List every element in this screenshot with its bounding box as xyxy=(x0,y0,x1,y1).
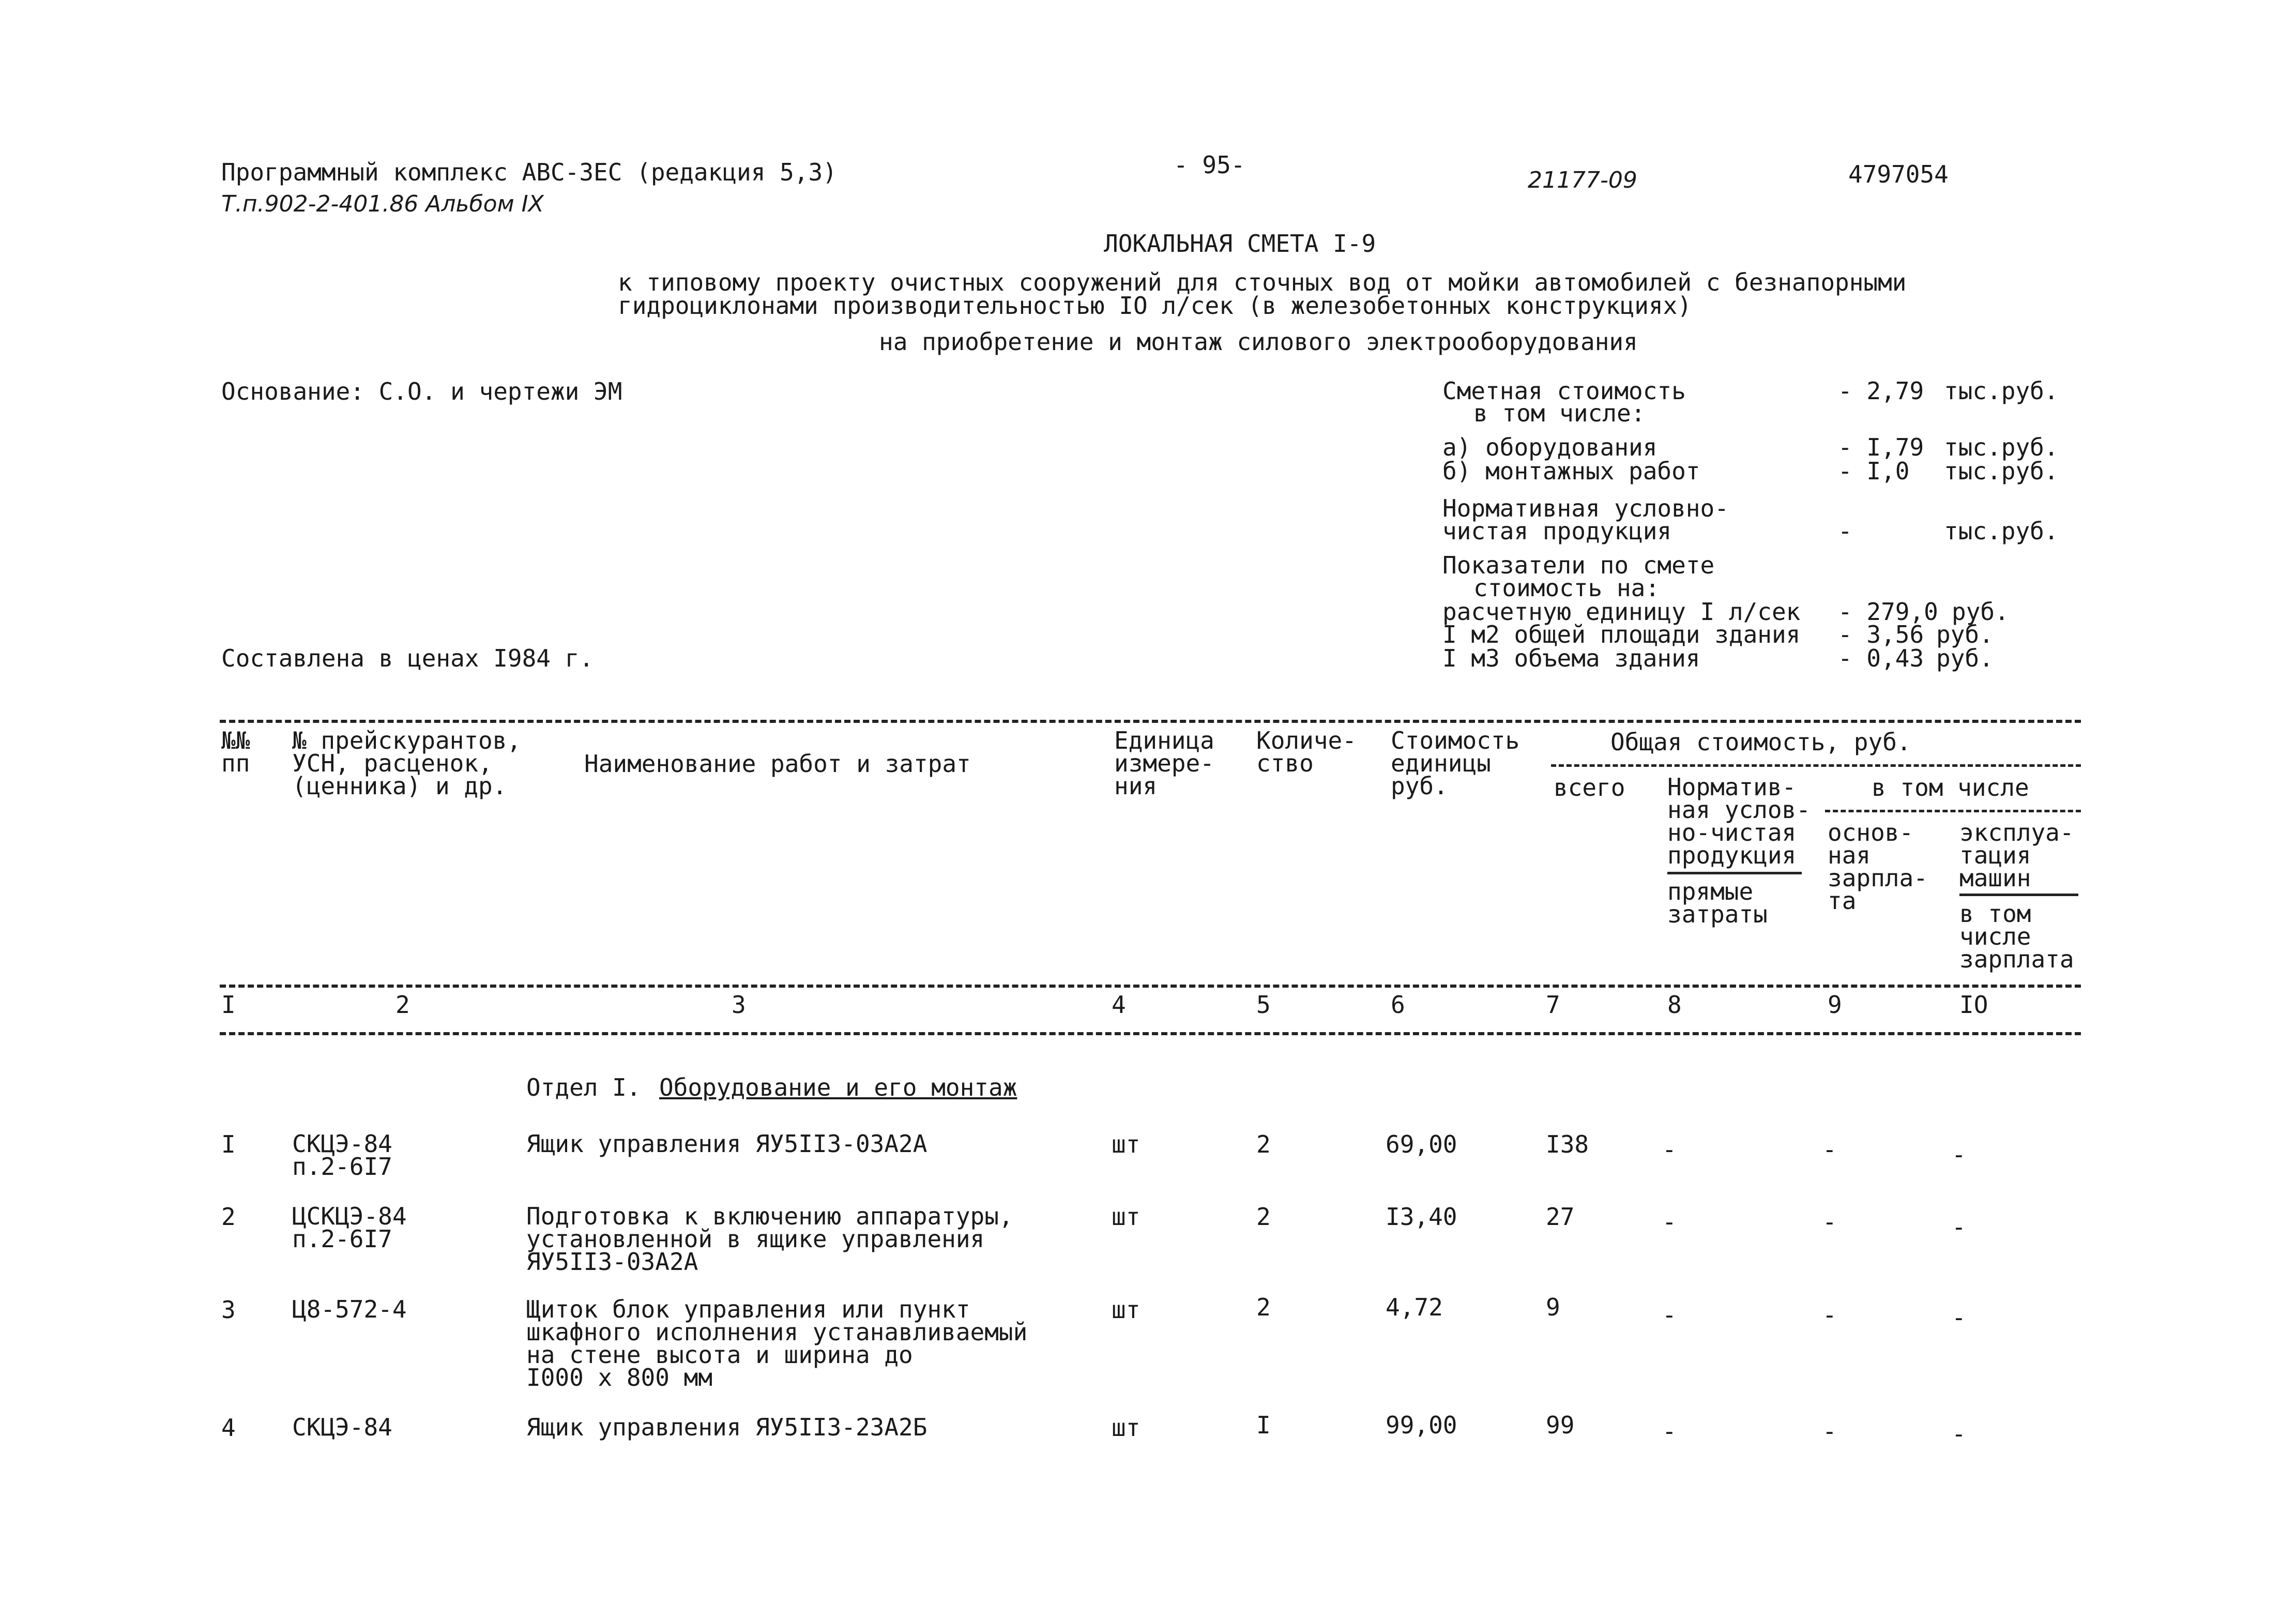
row-qty: 2 xyxy=(1256,1130,1271,1158)
document-number: 4797054 xyxy=(1848,160,1949,188)
equipment-label: а) оборудования xyxy=(1442,433,1658,461)
row-qty: 2 xyxy=(1256,1203,1271,1231)
row-unit: шт xyxy=(1112,1130,1141,1158)
title-line-2: гидроциклонами производительностью IO л/сек (в железобетонных конструкциях) xyxy=(618,292,1692,320)
section-name: Оборудование и его монтаж xyxy=(659,1073,1017,1101)
header-col-9: основ- ная зарпла- та xyxy=(1828,819,1928,915)
net-product-label-1: Нормативная условно- xyxy=(1442,494,1729,522)
row-name: Подготовка к включению аппаратуры, установленной в ящике управления ЯУ5II3-03А2А xyxy=(526,1202,1013,1276)
estimate-cost-unit: тыс.руб. xyxy=(1944,377,2059,405)
header-col-8-bottom: прямые затраты xyxy=(1667,877,1768,928)
col-number: 8 xyxy=(1667,991,1682,1019)
row-number: I xyxy=(221,1130,236,1158)
page-number: - 95- xyxy=(1174,151,1245,179)
header-col-7: всего xyxy=(1554,774,1625,801)
row-number: 3 xyxy=(221,1296,236,1324)
program-name: Программный комплекс АВС-ЗЕС (редакция 5,3) xyxy=(221,158,837,186)
prices-year: Составлена в ценах I984 г. xyxy=(221,644,594,672)
row-c8: - xyxy=(1662,1136,1677,1163)
col-number: I xyxy=(221,991,236,1019)
net-product-unit: тыс.руб. xyxy=(1944,517,2059,545)
title-line-1: к типовому проекту очистных сооружений для сточных вод от мойки автомобилей с безнапорными xyxy=(618,268,1907,296)
section-prefix: Отдел I. xyxy=(526,1073,641,1101)
row-code: СКЦЭ-84 п.2-6I7 xyxy=(292,1130,392,1181)
title-line-3: на приобретение и монтаж силового электрооборудования xyxy=(879,328,1638,356)
header-bottom-rule xyxy=(220,985,2081,988)
handwritten-reference: Т.п.902-2-401.86 Альбом IX xyxy=(221,191,544,217)
col-number: 7 xyxy=(1546,991,1560,1019)
row-c9: - xyxy=(1822,1301,1837,1329)
col-number: 6 xyxy=(1391,991,1405,1019)
area-label: I м2 общей площади здания xyxy=(1442,621,1801,648)
numbers-bottom-rule xyxy=(220,1032,2081,1035)
row-total: 9 xyxy=(1546,1293,1560,1321)
row-unit: шт xyxy=(1112,1414,1141,1442)
row-code: ЦСКЦЭ-84 п.2-6I7 xyxy=(292,1202,407,1253)
net-product-label-2: чистая продукция xyxy=(1442,517,1672,545)
estimate-title: ЛОКАЛЬНАЯ СМЕТА I-9 xyxy=(1104,230,1376,258)
header-col-3: Наименование работ и затрат xyxy=(584,750,971,778)
col-8-underline xyxy=(1667,872,1802,874)
header-col-10-top: эксплуа- тация машин xyxy=(1959,819,2074,892)
row-name: Ящик управления ЯУ5II3-03А2А xyxy=(526,1130,927,1158)
header-col-6: Стоимость единицы руб. xyxy=(1391,727,1520,800)
header-incl-group: в том числе xyxy=(1872,774,2029,801)
including-label: в том числе: xyxy=(1473,399,1646,427)
row-number: 2 xyxy=(221,1203,236,1231)
header-col-8-top: Норматив- ная услов- но-чистая продукция xyxy=(1667,773,1811,869)
row-price: 4,72 xyxy=(1386,1293,1443,1321)
area-unit: руб. xyxy=(1936,621,1994,648)
header-col-5: Количе- ство xyxy=(1256,727,1357,777)
install-label: б) монтажных работ xyxy=(1442,457,1700,485)
indicators-label: Показатели по смете xyxy=(1442,551,1715,579)
col-number: 9 xyxy=(1828,991,1842,1019)
row-qty: 2 xyxy=(1256,1293,1271,1321)
header-col-2: № прейскурантов, УСН, расценок, (ценника) и др. xyxy=(292,727,522,800)
col-10-underline xyxy=(1959,894,2078,896)
cost-on-label: стоимость на: xyxy=(1473,574,1660,602)
row-code: Ц8-572-4 xyxy=(292,1295,407,1323)
row-qty: I xyxy=(1256,1411,1271,1439)
row-unit: шт xyxy=(1112,1203,1141,1231)
row-name: Щиток блок управления или пункт шкафного исполнения устанавливаемый на стене высота и ширина до I000 x 800 мм xyxy=(526,1295,1028,1391)
row-total: I38 xyxy=(1546,1130,1589,1158)
volume-value: - 0,43 xyxy=(1838,644,1924,672)
equipment-value: - I,79 xyxy=(1838,433,1924,461)
total-group-rule xyxy=(1551,764,2081,767)
row-c10: - xyxy=(1952,1213,1966,1241)
header-col-10-bottom: в том числе зарплата xyxy=(1959,900,2074,973)
estimate-cost-value: - 2,79 xyxy=(1838,377,1924,405)
row-code: СКЦЭ-84 xyxy=(292,1413,392,1441)
row-unit: шт xyxy=(1112,1296,1141,1324)
install-value: - I,0 xyxy=(1838,457,1910,485)
area-value: - 3,56 xyxy=(1838,621,1924,648)
header-col-4: Единица измере- ния xyxy=(1114,727,1214,800)
install-unit: тыс.руб. xyxy=(1944,457,2059,485)
row-number: 4 xyxy=(221,1414,236,1442)
col-number: 3 xyxy=(732,991,746,1019)
row-c9: - xyxy=(1822,1208,1837,1236)
basis: Основание: С.О. и чертежи ЭМ xyxy=(221,377,622,405)
row-c9: - xyxy=(1822,1136,1837,1163)
row-c10: - xyxy=(1952,1141,1966,1169)
document-code: 21177-09 xyxy=(1528,167,1637,193)
calc-unit-unit: руб. xyxy=(1952,598,2009,626)
row-c10: - xyxy=(1952,1420,1966,1448)
row-c10: - xyxy=(1952,1304,1966,1331)
incl-group-rule xyxy=(1825,810,2081,812)
net-product-value: - xyxy=(1838,517,1852,545)
col-number: 2 xyxy=(396,991,410,1019)
row-total: 99 xyxy=(1546,1411,1575,1439)
col-number: 4 xyxy=(1112,991,1126,1019)
table-top-rule xyxy=(220,720,2081,723)
calc-unit-label: расчетную единицу I л/сек xyxy=(1442,598,1801,626)
row-c8: - xyxy=(1662,1301,1677,1329)
row-price: 69,00 xyxy=(1386,1130,1457,1158)
row-c8: - xyxy=(1662,1208,1677,1236)
header-total-group: Общая стоимость, руб. xyxy=(1610,728,1911,756)
volume-unit: руб. xyxy=(1936,644,1994,672)
estimate-cost-label: Сметная стоимость xyxy=(1442,377,1686,405)
volume-label: I м3 объема здания xyxy=(1442,644,1700,672)
row-price: I3,40 xyxy=(1386,1203,1457,1231)
row-name: Ящик управления ЯУ5II3-23А2Б xyxy=(526,1413,927,1441)
header-col-1: №№ пп xyxy=(221,727,250,777)
calc-unit-value: - 279,0 xyxy=(1838,598,1938,626)
equipment-unit: тыс.руб. xyxy=(1944,433,2059,461)
row-c9: - xyxy=(1822,1417,1837,1445)
col-number: 5 xyxy=(1256,991,1271,1019)
row-c8: - xyxy=(1662,1417,1677,1445)
col-number: IO xyxy=(1959,991,1988,1019)
row-price: 99,00 xyxy=(1386,1411,1457,1439)
row-total: 27 xyxy=(1546,1203,1575,1231)
